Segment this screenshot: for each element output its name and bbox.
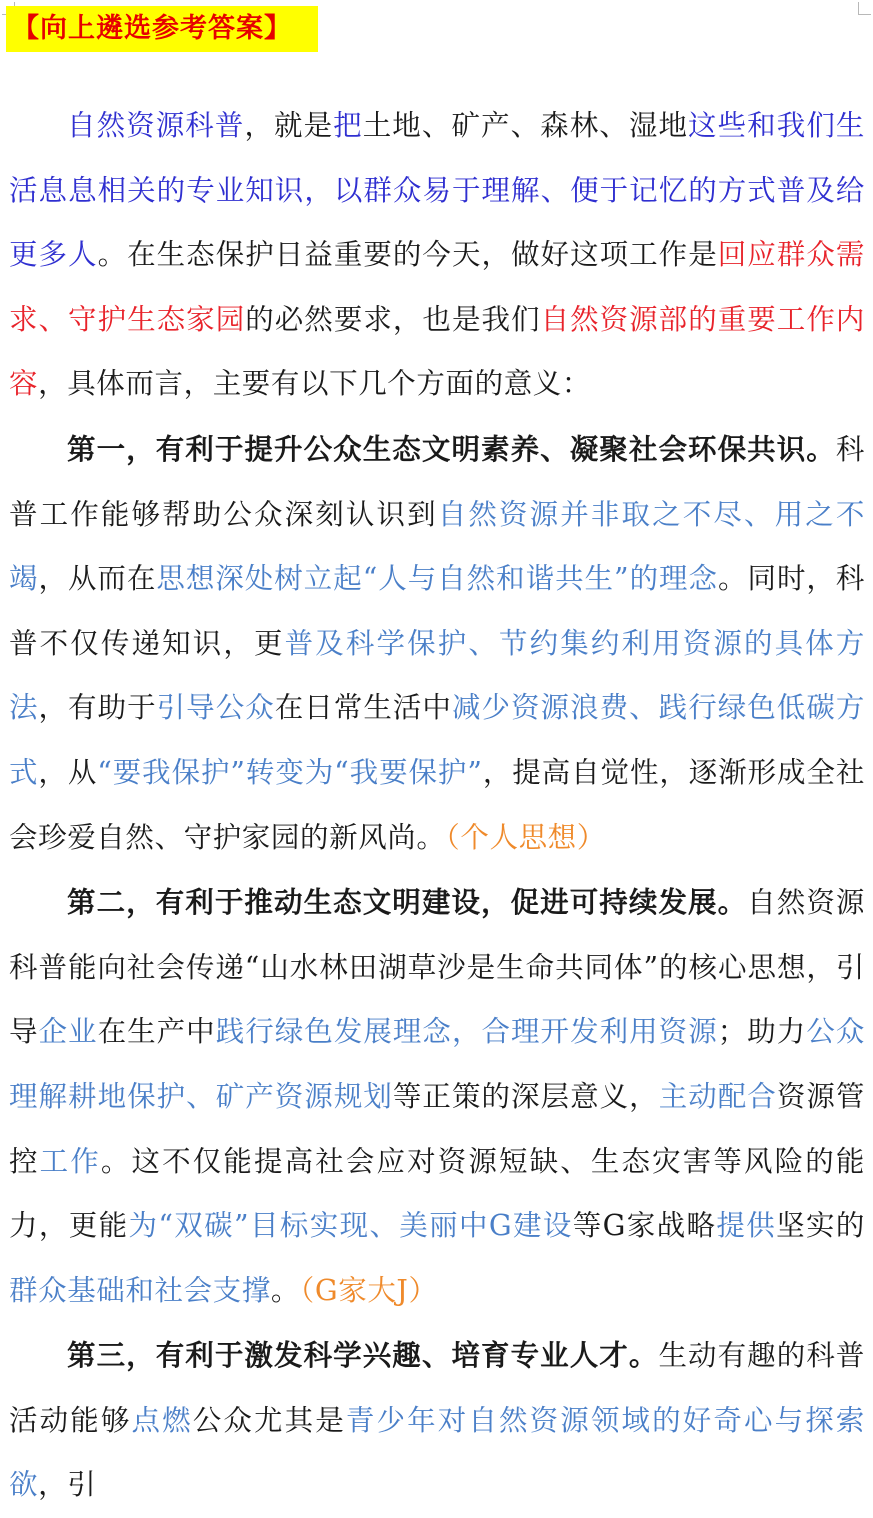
highlight-lightblue-run: 公众理解耕地保护、矿产资源规划 [9, 1015, 865, 1113]
text-run: 在生产中 [97, 1015, 216, 1049]
highlight-lightblue-run: 为“双碳”目标实现、美丽中G建设 [128, 1209, 573, 1243]
text-run: 资源管控 [9, 1079, 865, 1178]
text-run: ，从而在 [38, 562, 157, 596]
highlight-blue-run: 这些和我们生活息息相关的专业知识，以群众易于理解、便于记忆的方式普及给更多人 [9, 109, 865, 272]
text-run: ，有助于 [38, 691, 157, 725]
text-run: 自然资源科普能向社会传递“山水林田湖草沙是生命共同体”的核心思想，引导 [9, 886, 865, 1049]
corner-mark-top-right [858, 2, 871, 15]
text-run: 坚实的 [776, 1209, 865, 1243]
highlight-lightblue-run: 工作 [39, 1144, 101, 1178]
text-run: 。 [270, 1273, 301, 1307]
point-heading: 第一，有利于提升公众生态文明素养、凝聚社会环保共识。 [67, 431, 836, 466]
highlight-lightblue-run: 引导公众 [156, 691, 275, 725]
highlight-lightblue-run: 提供 [716, 1209, 777, 1243]
text-run: 科普工作能够帮助公众深刻认识到 [9, 432, 865, 531]
highlight-blue-run: 自然资源科普 [67, 109, 245, 142]
highlight-lightblue-run: 青少年对自然资源领域的好奇心与探索欲 [9, 1403, 865, 1502]
paragraph-second-point [9, 870, 865, 1323]
text-run: ，就是 [244, 109, 334, 142]
highlight-lightblue-run: 减少资源浪费、践行绿色低碳方式 [9, 691, 865, 789]
paragraph-first-point [9, 417, 865, 870]
text-run: 的必然要求，也是我们 [245, 302, 541, 336]
annotation-run: （个人思想） [445, 820, 606, 854]
paragraph-intro [9, 94, 865, 417]
highlight-red-run: 回应群众需求、守护生态家园 [9, 238, 865, 336]
document-title: 【向上遴选参考答案】 [6, 6, 318, 52]
highlight-lightblue-run: 践行绿色发展理念，合理开发利用资源 [215, 1015, 718, 1049]
text-run: ，具体而言，主要有以下几个方面的意义： [38, 367, 592, 401]
text-run: 等G家战略 [572, 1209, 717, 1243]
text-run: ，提高自觉性，逐渐形成全社会珍爱自然、守护家园的新风尚。 [9, 755, 865, 854]
highlight-lightblue-run: 普及科学保护、节约集约利用资源的具体方法 [9, 626, 866, 725]
text-run: ，从 [38, 755, 98, 789]
highlight-lightblue-run: 群众基础和社会支撑 [9, 1273, 271, 1307]
document-body [9, 94, 865, 1518]
highlight-lightblue-run: 主动配合 [658, 1079, 777, 1113]
text-run: 在日常生活中 [274, 691, 452, 725]
highlight-lightblue-run: “要我保护”转变为“我要保护” [97, 755, 483, 789]
text-run: 。这不仅能提高社会应对资源短缺、生态灾害等风险的能力，更能 [9, 1144, 865, 1243]
highlight-lightblue-run: 自然资源并非取之不尽、用之不竭 [9, 497, 865, 596]
paragraph-third-point [9, 1323, 865, 1518]
point-heading: 第三，有利于激发科学兴趣、培育专业人才。 [67, 1338, 659, 1373]
text-run: 等正策的深层意义， [392, 1079, 659, 1113]
highlight-blue-run: 把 [333, 109, 363, 142]
annotation-run: （G家大J） [300, 1273, 438, 1307]
text-run: ，引 [38, 1468, 97, 1502]
highlight-red-run: 自然资源部的重要工作内容 [9, 302, 865, 401]
text-run: 。在生态保护日益重要的今天，做好这项工作是 [97, 238, 718, 272]
point-heading: 第二，有利于推动生态文明建设，促进可持续发展。 [67, 885, 748, 920]
text-run: 。同时，科普不仅传递知识，更 [9, 562, 865, 660]
text-run: ；助力 [717, 1015, 807, 1049]
text-run: 生动有趣的科普活动能够 [9, 1339, 865, 1437]
text-run: 公众尤其是 [192, 1403, 346, 1437]
highlight-lightblue-run: 企业 [38, 1015, 98, 1049]
highlight-lightblue-run: 点燃 [131, 1403, 193, 1437]
highlight-lightblue-run: 思想深处树立起“人与自然和谐共生”的理念 [156, 562, 718, 596]
text-run: 土地、矿产、森林、湿地 [362, 109, 689, 142]
